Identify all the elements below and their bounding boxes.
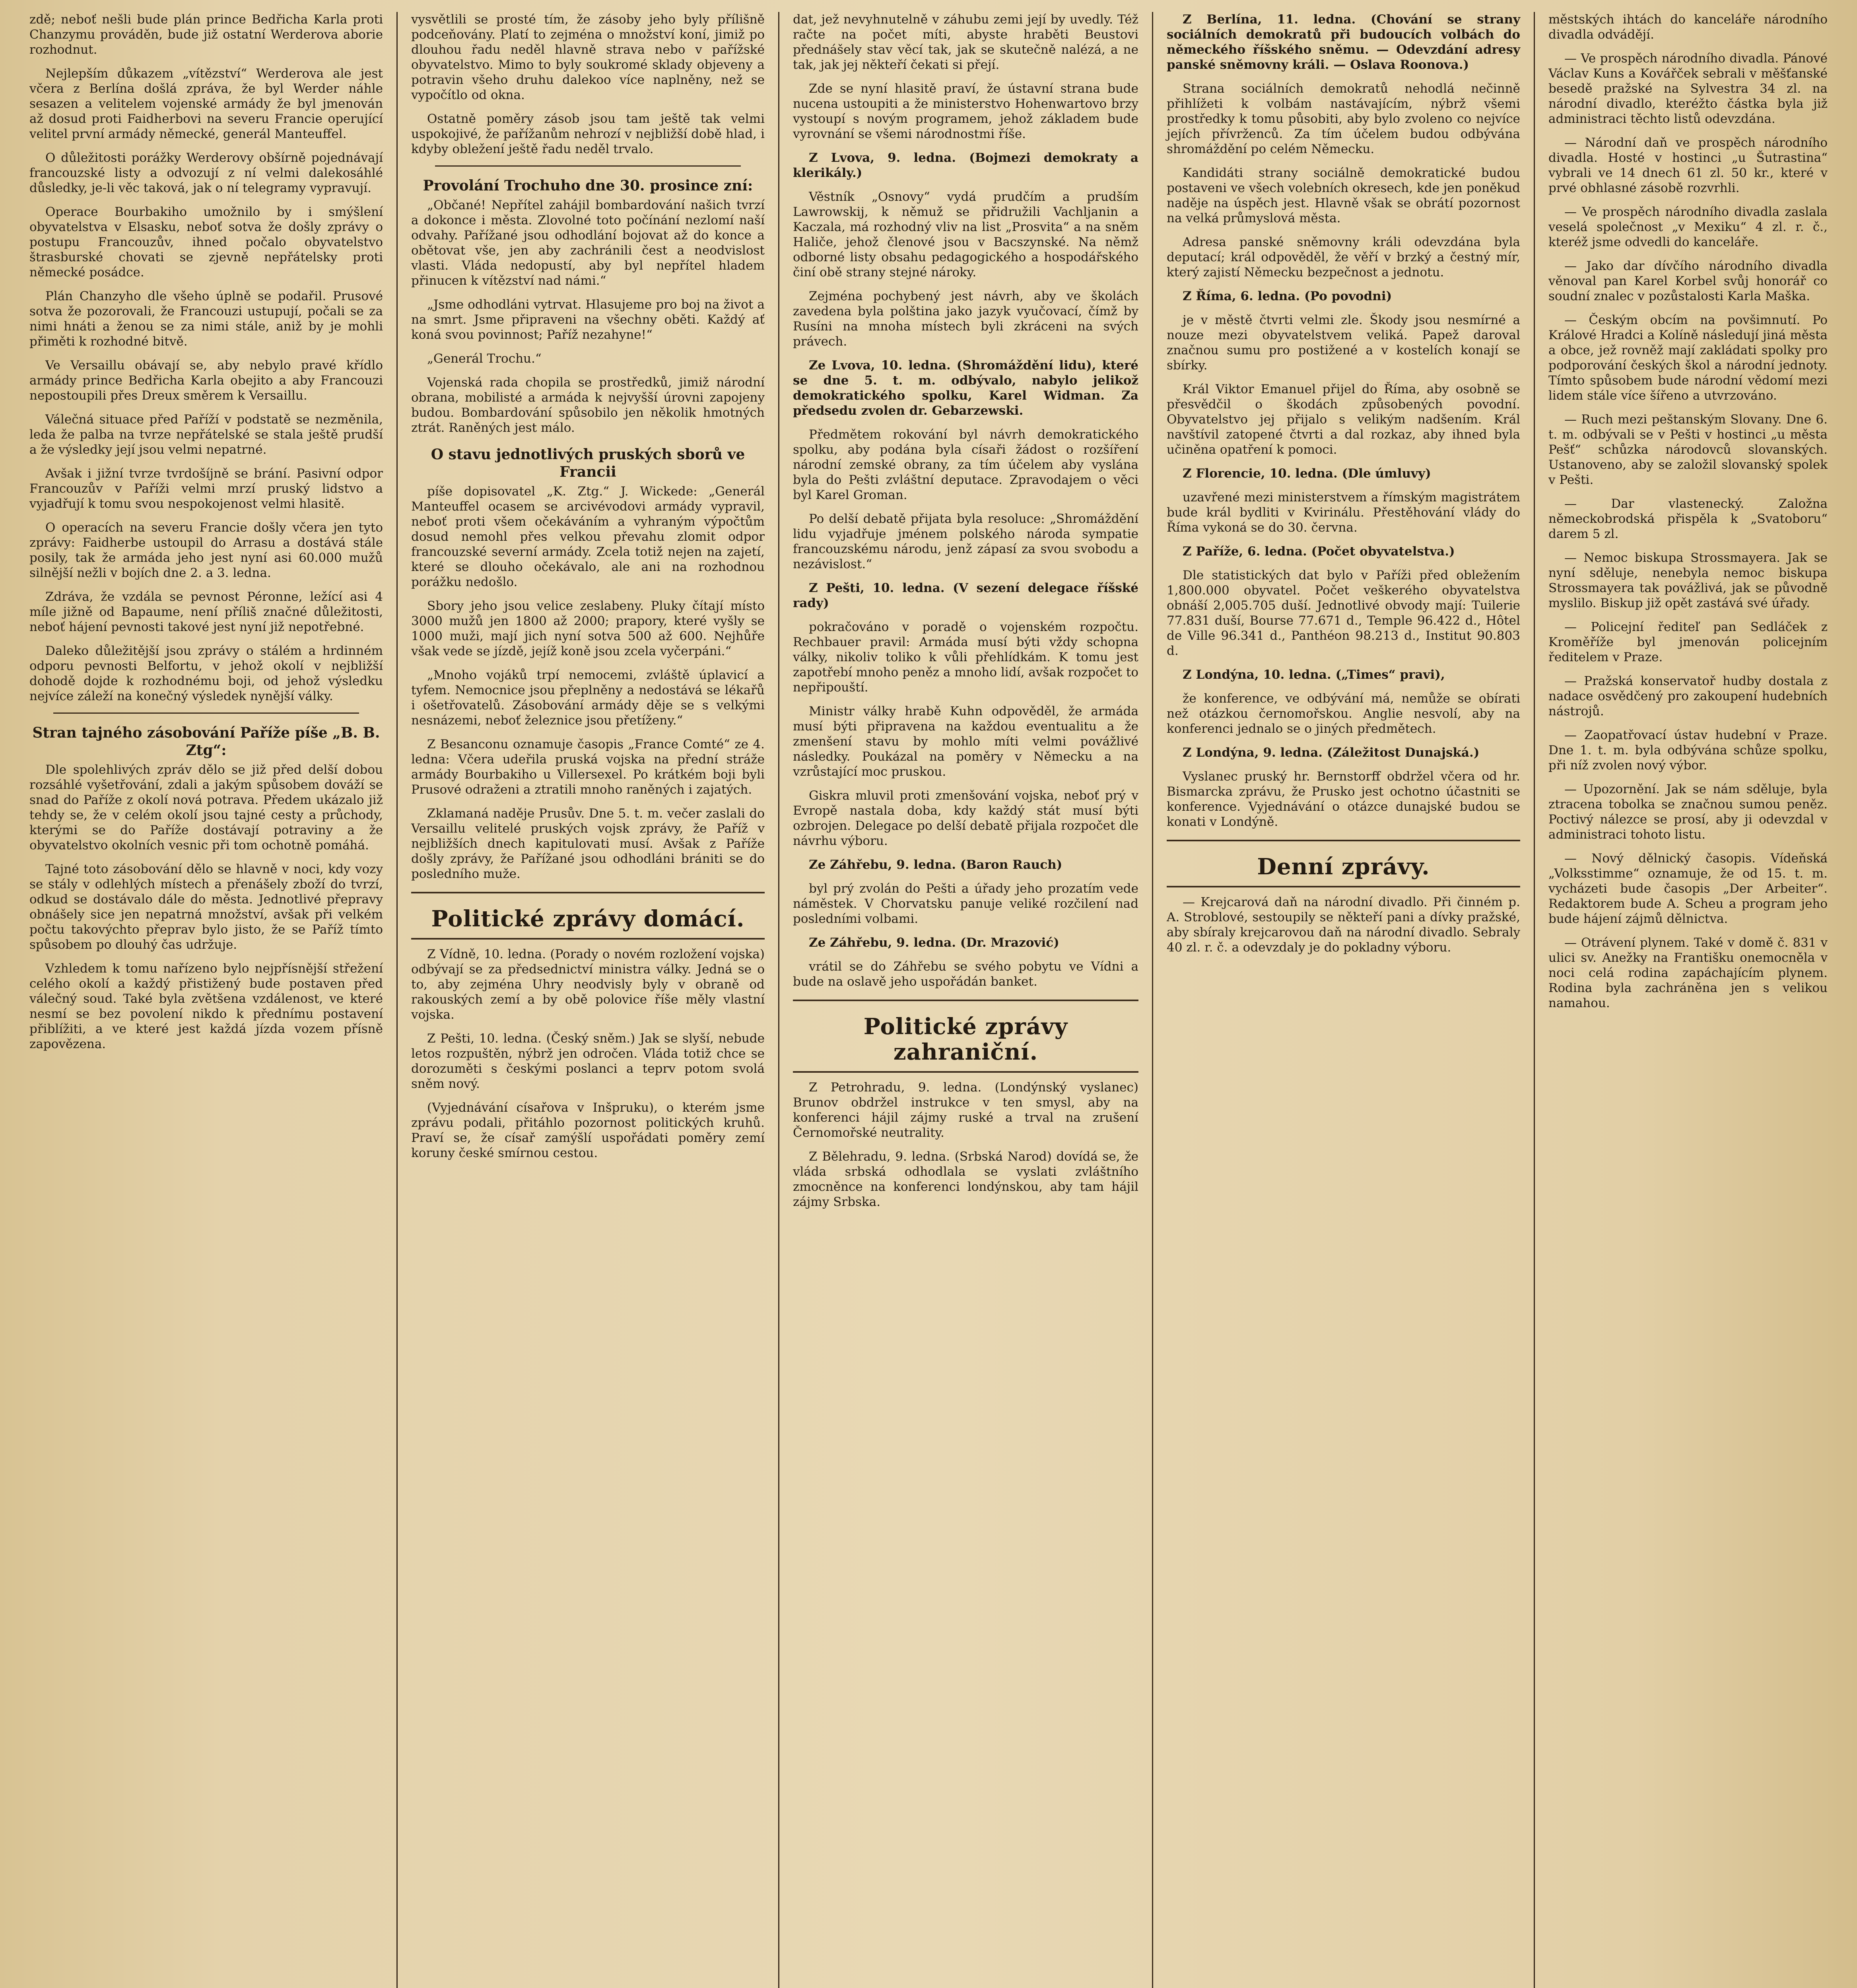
news-item: — Otrávení plynem. Také v domě č. 831 v ulici sv. Anežky na Františku onemocněla v noci celá rodina zapáchajícím plynem. Rodina byla zachráněna jen s velikou namahou. [1548, 936, 1828, 1010]
article-paragraph: Zejména pochybený jest návrh, aby ve školách zavedena byla polština jako jazyk vyučovací, čímž by Rusíni na mnoha místech byli zkráceni na svých právech. [793, 289, 1138, 349]
section-heading-box [793, 1000, 1138, 1073]
article-paragraph: Ve Versaillu obávají se, aby nebylo pravé křídlo armády prince Bedřicha Karla obejito a aby Francouzi nepostoupili přes Dreux směrem k Versaillu. [29, 358, 383, 403]
article-paragraph: Kandidáti strany sociálně demokratické budou postaveni ve všech volebních okresech, kde jen poněkud naděje na úspěch jest. Hlavně však se obrátí pozornost na velká průmyslová města. [1167, 166, 1520, 225]
article-paragraph: „Mnoho vojáků trpí nemocemi, zvláště úplavicí a tyfem. Nemocnice jsou přeplněny a nedostává se lékařů i ošetřovatelů. Zásobování armády děje se s velkými nesnázemi, neboť železnice jsou přetíženy.“ [411, 668, 765, 728]
column-3 [779, 12, 1153, 1988]
article-paragraph: Zklamaná naděje Prusův. Dne 5. t. m. večer zaslali do Versaillu velitelé pruských vojsk zprávy, že Paříž v nejbližších dnech kapitulovati musí. Avšak z Paříže došly zprávy, že Pařížané jsou odhodláni brániti se do posledního muže. [411, 806, 765, 881]
article-paragraph: Zdráva, že vzdála se pevnost Péronne, ležící asi 4 míle jižně od Bapaume, není příliš značné důležitosti, neboť hájení pevnosti takové jest nyní již nepotřebné. [29, 590, 383, 634]
article-paragraph: je v městě čtvrti velmi zle. Škody jsou nesmírné a nouze mezi obyvatelstvem veliká. Papež daroval značnou sumu pro postižené a v kostelích konají se sbírky. [1167, 313, 1520, 373]
section-heading: Politické zprávy domácí. [431, 906, 745, 932]
article-dateline: Z Paříže, 6. ledna. (Počet obyvatelstva.) [1183, 544, 1455, 559]
article-paragraph: „Jsme odhodláni vytrvat. Hlasujeme pro boj na život a na smrt. Jsme připraveni na všechny oběti. Každý ať koná svou povinnost; Paříž nezahyne!“ [411, 297, 765, 342]
article-dateline: Z Florencie, 10. ledna. (Dle úmluvy) [1183, 466, 1431, 481]
article-paragraph: „Občané! Nepřítel zahájil bombardování našich tvrzí a dokonce i města. Zlovolné toto počínání nezlomí naší odvahy. Pařížané jsou odhodlání bojovat až do konce a obětovat vše, jen aby zachránili čest a neodvislost vlasti. Vláda nedopustí, aby byl nepřítel hladem přinucen k vítězství nad námi.“ [411, 198, 765, 288]
article-paragraph: — Krejcarová daň na národní divadlo. Při činném p. A. Stroblové, sestoupily se někteří pani a dívky pražské, aby sbíraly krejcarovou daň na národní divadlo. Sebraly 40 zl. r. č. a odevzdaly je do pokladny výboru. [1167, 895, 1520, 955]
column-5 [1535, 12, 1841, 1988]
article-paragraph: zdě; neboť nešli bude plán prince Bedřicha Karla proti Chanzymu prováděn, bude již ostatní Werderova aborie rozhodnut. [29, 12, 383, 57]
article-paragraph: pokračováno v poradě o vojenském rozpočtu. Rechbauer pravil: Armáda musí býti vždy schopna války, nikoliv toliko k vůli přehlídkám. K tomu jest zapotřebí mnoho peněz a mnoho lidí, avšak rozpočet to nepřipouští. [793, 620, 1138, 695]
article-dateline: Ze Lvova, 10. ledna. (Shromáždění lidu), které se dne 5. t. m. odbývalo, nabylo jelikož demokratického spolku, Karel Widman. Za předsedu zvolen dr. Gebarzewski. [793, 358, 1138, 418]
article-paragraph: píše dopisovatel „K. Ztg.“ J. Wickede: „Generál Manteuffel ocasem se arcivévodovi armády vypravil, neboť proti všem očekáváním a vyhraným výpočtům dosud nemohl přes velkou převahu zlomit odpor francouzské severní armády. Zcela totiž nejen na zajetí, které se dlouho očekávalo, ale ani na rozhodnou porážku nedošlo. [411, 484, 765, 589]
article-paragraph: Operace Bourbakiho umožnilo by i smýšlení obyvatelstva v Elsasku, neboť sotva že došly zprávy o postupu Francouzův, ihned počalo obyvatelstvo štrasburské chovati se zjevně nepřátelsky proti německé posádce. [29, 205, 383, 280]
news-item: — Národní daň ve prospěch národního divadla. Hosté v hostinci „u Šutrastina“ vybrali ve 14 dnech 61 zl. 50 kr., které v prvé obhlasné zásobě rozvrhli. [1548, 136, 1828, 195]
article-paragraph: Z Besanconu oznamuje časopis „France Comté“ ze 4. ledna: Včera udeřila pruská vojska na přední stráže armády Bourbakiho u Villersexel. Po krátkém boji byli Prusové odraženi a ztratili mnoho raněných i zajatých. [411, 737, 765, 797]
news-item: — Dar vlastenecký. Založna německobrodská přispěla k „Svatoboru“ darem 5 zl. [1548, 497, 1828, 541]
article-dateline: Z Lvova, 9. ledna. (Bojmezi demokraty a klerikály.) [793, 151, 1138, 180]
article-paragraph: uzavřené mezi ministerstvem a římským magistrátem bude král bydliti v Kvirinálu. Přestěhování vlády do Říma vykoná se do 30. června. [1167, 490, 1520, 535]
news-item: — Ve prospěch národního divadla. Pánové Václav Kuns a Kovářček sebrali v měšťanské besedě pražské na Sylvestra 34 zl. na národní divadlo, kteréžto částka byla již administraci těchto listů odevzdána. [1548, 51, 1828, 126]
news-item: — Nový dělnický časopis. Vídeňská „Volksstimme“ oznamuje, že od 15. t. m. vycházeti bude časopis „Der Arbeiter“. Redaktorem bude A. Scheu a program jeho bude hájení zájmů dělnictva. [1548, 851, 1828, 926]
article-paragraph: Avšak i jižní tvrze tvrdošíjně se brání. Pasivní odpor Francouzův v Paříži velmi mrzí pruský lidstvo a vyjadřují k tomu svou nespokojenost velmi hlasitě. [29, 466, 383, 511]
article-paragraph: Sbory jeho jsou velice zeslabeny. Pluky čítají místo 3000 mužů jen 1800 až 2000; prapory, které vyšly se 1000 muži, mají jich nyní sotva 500 až 600. Nejhůře však vede se jízdě, jejíž koně jsou zcela vyčerpáni.“ [411, 599, 765, 658]
news-item: — Policejní řediteľ pan Sedláček z Kroměříže byl jmenován policejním ředitelem v Praze. [1548, 620, 1828, 664]
article-paragraph: vrátil se do Záhřebu se svého pobytu ve Vídni a bude na oslavě jeho uspořádán banket. [793, 959, 1138, 989]
article-paragraph: Z Pešti, 10. ledna. (Český sněm.) Jak se slyší, nebude letos rozpuštěn, nýbrž jen odročen. Vláda totiž chce se dorozuměti s českými poslanci a teprv potom svolá sněm nový. [411, 1031, 765, 1091]
article-paragraph: Vzhledem k tomu nařízeno bylo nejpřísnější střežení celého okolí a každý přistižený bude postaven před válečný soud. Také byla zvětšena vzdálenost, ve které nesmí se bez povolení nikdo k přednímu postavení přiblížiti, a ve které jest každá jízda vozem přísně zapovězena. [29, 961, 383, 1051]
article-paragraph: „Generál Trochu.“ [427, 351, 542, 366]
article-heading: O stavu jednotlivých pruských sborů ve Francii [431, 446, 745, 480]
article-paragraph: (Vyjednávání císařova v Inšpruku), o kterém jsme zprávu podali, přitáhlo pozornost politických kruhů. Praví se, že císař zamýšlí uspořádati poměry zemí koruny české smírnou cestou. [411, 1101, 765, 1160]
article-paragraph: Věstník „Osnovy“ vydá prudčím a prudším Lawrowskij, k němuž se přidružili Vachljanin a Kaczala, má rozhodný vliv na list „Prosvita“ a na sněm Haliče, jehož členové jsou v Bacszynské. Na němž odborné listy obsahu pedagogického a hospodářského činí obě strany stejné nároky. [793, 190, 1138, 280]
news-item: — Ve prospěch národního divadla zaslala veselá společnost „v Mexiku“ 4 zl. r. č., kteréž jsme odvedli do kanceláře. [1548, 205, 1828, 249]
article-paragraph: Dle statistických dat bylo v Paříži před obležením 1,800.000 obyvatel. Počet veškerého obyvatelstva obnáší 2,005.705 duší. Jednotlivé obvody mají: Tuilerie 77.831 duší, Bourse 77.671 d., Temple 96.422 d., Hôtel de Ville 96.341 d., Panthéon 98.213 d., Institut 90.803 d. [1167, 568, 1520, 658]
article-dateline: Z Berlína, 11. ledna. (Chování se strany sociálních demokratů při budoucích volbách do německého říšského sněmu. — Odevzdání adresy panské sněmovny králi. — Oslava Roonova.) [1167, 12, 1520, 72]
section-heading-box [411, 892, 765, 940]
news-item: — Upozornění. Jak se nám sděluje, byla ztracena tobolka se značnou sumou peněz. Poctivý nálezce se prosí, aby ji odevzdal v administraci tohoto listu. [1548, 782, 1828, 842]
article-dateline: Z Říma, 6. ledna. (Po povodni) [1183, 289, 1392, 303]
news-item: — Pražská konservatoř hudby dostala z nadace osvědčený pro zakoupení hudebních nástrojů. [1548, 674, 1828, 718]
news-item: — Nemoc biskupa Strossmayera. Jak se nyní sděluje, nenebyla nemoc biskupa Strossmayera tak povážlivá, jak se původně myslilo. Biskup již opět zastává své úřady. [1548, 551, 1828, 610]
article-dateline: Ze Záhřebu, 9. ledna. (Baron Rauch) [809, 858, 1063, 872]
news-item: — Zaopatřovací ústav hudební v Praze. Dne 1. t. m. byla odbývána schůze spolku, při níž zvolen nový výbor. [1548, 728, 1828, 773]
article-dateline: Z Londýna, 9. ledna. (Záležitost Dunajská.) [1183, 746, 1480, 760]
article-paragraph: Plán Chanzyho dle všeho úplně se podařil. Prusové sotva že pozorovali, že Francouzi ustupují, počali se za nimi hnáti a ženou se za nimi stále, aniž by je mohli přiměti k rozhodné bitvě. [29, 289, 383, 349]
article-paragraph: Giskra mluvil proti zmenšování vojska, neboť prý v Evropě nastala doba, kdy každý stát musí býti ozbrojen. Delegace po delší debatě přijala rozpočet dle návrhu výboru. [793, 788, 1138, 848]
article-paragraph: vysvětlili se prosté tím, že zásoby jeho byly přílišně podceňovány. Platí to zejména o množství koní, jimiž po dlouhou řadu neděl hlavně strava nebo v pařížské obyvatelstvo. Mimo to byly soukromé sklady objeveny a potravin všeho druhu dalekoo více naplněny, než se vypočítlo od okna. [411, 12, 765, 102]
article-paragraph: Předmětem rokování byl návrh demokratického spolku, aby podána byla císaři žádost o rozšíření národní zemské obrany, za tím účelem aby vyslána byla do Pešti zvláštní deputace. Zpravodajem o věci byl Karel Groman. [793, 427, 1138, 502]
article-paragraph: Ostatně poměry zásob jsou tam ještě tak velmi uspokojivé, že pařížanům nehrozí v nejbližší době hlad, i kdyby obležení ještě řadu neděl trvalo. [411, 112, 765, 156]
article-paragraph: že konference, ve odbývání má, nemůže se obírati než otázkou černomořskou. Anglie nesvolí, aby na konferenci jednalo se o jiných předmětech. [1167, 691, 1520, 736]
article-paragraph: Král Viktor Emanuel přijel do Říma, aby osobně se přesvědčil o škodách způsobených povodní. Obyvatelstvo jej přijalo s velikým nadšením. Král navštívil zatopené čtvrti a dal rozkaz, aby ihned byla učiněna opatření k pomoci. [1167, 382, 1520, 457]
section-heading-box [1167, 840, 1520, 887]
article-paragraph: Vyslanec pruský hr. Bernstorff obdržel včera od hr. Bismarcka zprávu, že Prusko jest ochotno účastniti se konference. Vyjednávání o otázce dunajské budou se konati v Londýně. [1167, 769, 1520, 829]
article-paragraph: O důležitosti porážky Werderovy obšírně pojednávají francouzské listy a odvozují z ní velmi dalekosáhlé důsledky, je-li věc taková, jak o ní telegramy vypravují. [29, 151, 383, 195]
news-item: — Jako dar dívčího národního divadla věnoval pan Karel Korbel svůj honorář co soudní znalec v pozůstalosti Karla Maška. [1548, 259, 1828, 303]
column-4 [1153, 12, 1535, 1988]
column-1 [16, 12, 398, 1988]
article-paragraph: Adresa panské sněmovny králi odevzdána byla deputací; král odpověděl, že věří v brzký a čestný mír, který zajistí Německu bezpečnost a jednotu. [1167, 235, 1520, 280]
article-paragraph: Tajné toto zásobování dělo se hlavně v noci, kdy vozy se stály v odlehlých místech a přenášely zboží do tvrzí, odkud se dostávalo dále do města. Jednotlivé přepravy obnášely sice jen nepatrná množství, avšak při velkém počtu takovýchto přeprav bylo jisto, že se Paříž tímto spůsobem po dlouhý čas udržuje. [29, 862, 383, 952]
divider [435, 165, 741, 167]
article-paragraph: Vojenská rada chopila se prostředků, jimiž národní obrana, mobilisté a armáda k nejvyšší úrovni zapojeny budou. Bombardování spůsobilo jen několik hmotných ztrát. Raněných jest málo. [411, 375, 765, 435]
article-paragraph: Válečná situace před Paříží v podstatě se nezměnila, leda že palba na tvrze nepřátelské se stala ještě prudší a že výsledky její jsou velmi nepatrné. [29, 412, 383, 457]
article-paragraph: dat, jež nevyhnutelně v záhubu zemi její by uvedly. Též račte na počet míti, abyste hraběti Beustovi přednášely stav věcí tak, jak se skutečně nalézá, a ne tak, jak jej někteří čekati si přejí. [793, 12, 1138, 72]
section-heading: Denní zprávy. [1257, 854, 1430, 880]
news-item: — Českým obcím na povšimnutí. Po Králové Hradci a Kolíně následují jiná města a obce, jež rovněž mají zakládati spolky pro podporování českých škol a národní jednoty. Tímto spůsobem bude národní vědomí mezi lidem stále více šířeno a utvrzováno. [1548, 313, 1828, 403]
article-paragraph: Dle spolehlivých zpráv dělo se již před delší dobou rozsáhlé vyšetřování, zdali a jakým spůsobem dováží se snad do Paříže z okolí nová potrava. Předem ukázalo již tehdy se, že v celém okolí jsou tajné cesty a průchody, kterými se do Paříže dostávají potraviny a že obyvatelstvo okolních vesnic při tom ochotně pomáhá. [29, 763, 383, 852]
article-paragraph: Nejlepším důkazem „vítězství“ Werderova ale jest včera z Berlína došlá zpráva, že byl Werder náhle sesazen a velitelem vojenské armády že byl jmenován až dosud proti Faidherbovi na severu Francie operující velitel první armády německé, generál Manteuffel. [29, 66, 383, 141]
article-paragraph: Po delší debatě přijata byla resoluce: „Shromáždění lidu vyjadřuje jménem polského národa sympatie francouzskému národu, jenž zápasí za svou svobodu a nezávislost.“ [793, 512, 1138, 571]
article-paragraph: O operacích na severu Francie došly včera jen tyto zprávy: Faidherbe ustoupil do Arrasu a dostává stále posily, tak že armáda jeho jest nyní asi 60.000 mužů silnější nežli v bojích dne 2. a 3. ledna. [29, 520, 383, 580]
article-paragraph: Z Vídně, 10. ledna. (Porady o novém rozložení vojska) odbývají se za předsednictví ministra války. Jedná se o to, aby zejména Uhry neodvisly byly v obraně od rakouských zemí a by obě polovice říše měly vlastní vojska. [411, 947, 765, 1022]
article-heading: Provolání Trochuho dne 30. prosince zní: [423, 177, 753, 194]
article-heading: Stran tajného zásobování Paříže píše „B. B. Ztg“: [32, 724, 380, 759]
section-heading: Politické zprávy zahraniční. [863, 1013, 1068, 1065]
article-dateline: Z Pešti, 10. ledna. (V sezení delegace říšské rady) [793, 581, 1138, 610]
article-paragraph: Z Bělehradu, 9. ledna. (Srbská Narod) dovídá se, že vláda srbská odhodlala se vyslati zvláštního zmocněnce na konferenci londýnskou, aby tam hájil zájmy Srbska. [793, 1149, 1138, 1209]
article-paragraph: byl prý zvolán do Pešti a úřady jeho prozatím vede náměstek. V Chorvatsku panuje veliké rozčilení nad posledními volbami. [793, 881, 1138, 926]
article-paragraph: Z Petrohradu, 9. ledna. (Londýnský vyslanec) Brunov obdržel instrukce v ten smysl, aby na konferenci hájil zájmy ruské a trval na zrušení Černomořské neutrality. [793, 1080, 1138, 1140]
article-dateline: Z Londýna, 10. ledna. („Times“ pravi), [1183, 668, 1445, 682]
article-paragraph: Strana sociálních demokratů nehodlá nečinně přihlížeti k volbám nastávajícím, nýbrž všemi prostředky k tomu působiti, aby bylo zvoleno co nejvíce jejích přívrženců. Za tím účelem budou odbývána shromáždění po celém Německu. [1167, 82, 1520, 156]
column-2 [398, 12, 779, 1988]
article-paragraph: Zde se nyní hlasitě praví, že ústavní strana bude nucena ustoupiti a že ministerstvo Hohenwartovo brzy vystoupí s novým programem, jehož základem bude vyrovnání se všemi národnostmi říše. [793, 82, 1138, 141]
news-item: — Ruch mezi peštanským Slovany. Dne 6. t. m. odbývali se v Pešti v hostinci „u města Pešť“ schůzka národovců slovanských. Ustanoveno, aby se založil slovanský spolek v Pešti. [1548, 412, 1828, 487]
article-paragraph: Ministr války hrabě Kuhn odpověděl, že armáda musí býti připravena na každou eventualitu a že zmenšení stavu by mohlo míti velmi povážlivé následky. Poukázal na poměry v Německu a na vzrůstající moc pruskou. [793, 704, 1138, 779]
divider [53, 712, 359, 714]
article-paragraph: Daleko důležitější jsou zprávy o stálém a hrdinném odporu pevnosti Belfortu, v jehož okolí v nejbližší dohodě dojde k rozhodnému boji, od jehož výsledku nejvíce záleží na konečný výsledek nynější války. [29, 644, 383, 703]
news-item: městských ihtách do kanceláře národního divadla odvádějí. [1548, 12, 1828, 42]
article-dateline: Ze Záhřebu, 9. ledna. (Dr. Mrazović) [809, 936, 1059, 950]
